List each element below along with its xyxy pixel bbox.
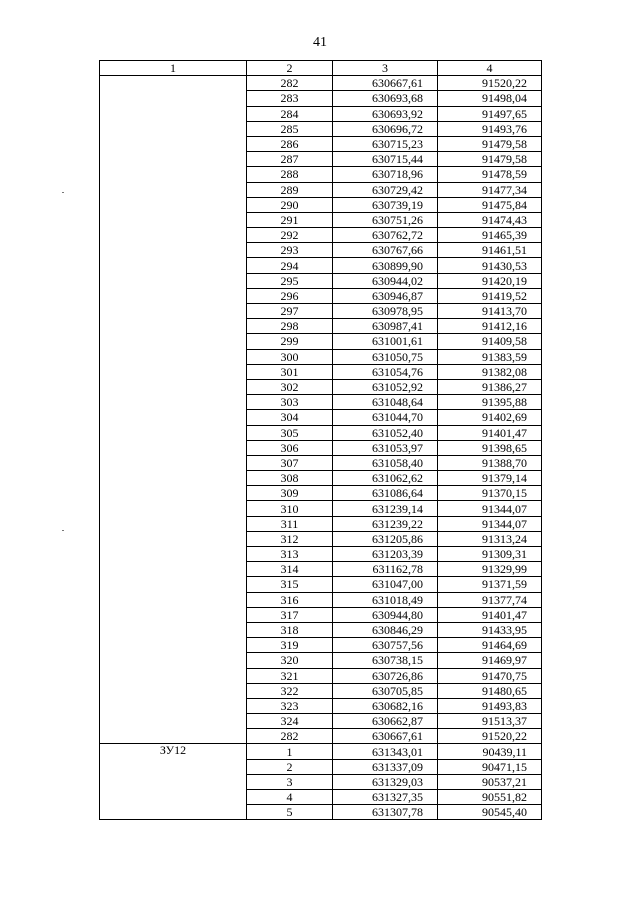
x-coordinate-cell: 631058,40 (333, 455, 438, 470)
y-coordinate-cell: 91469,97 (438, 653, 542, 668)
point-number-cell: 291 (247, 212, 333, 227)
y-coordinate-cell: 91464,69 (438, 638, 542, 653)
point-number-cell: 300 (247, 349, 333, 364)
coordinates-table-body (100, 61, 542, 820)
y-coordinate-cell: 91401,47 (438, 425, 542, 440)
x-coordinate-cell: 631205,86 (333, 531, 438, 546)
y-coordinate-cell: 91430,53 (438, 258, 542, 273)
coordinates-table (99, 60, 542, 820)
point-number-cell: 4 (247, 790, 333, 805)
x-coordinate-cell: 631018,49 (333, 592, 438, 607)
point-number-cell: 5 (247, 805, 333, 820)
y-coordinate-cell: 90551,82 (438, 790, 542, 805)
point-number-cell: 303 (247, 395, 333, 410)
x-coordinate-cell: 630738,15 (333, 653, 438, 668)
scan-speck (62, 530, 64, 531)
x-coordinate-cell: 630899,90 (333, 258, 438, 273)
x-coordinate-cell: 631343,01 (333, 744, 438, 759)
x-coordinate-cell: 631337,09 (333, 759, 438, 774)
y-coordinate-cell: 91413,70 (438, 304, 542, 319)
y-coordinate-cell: 90545,40 (438, 805, 542, 820)
header-cell-2: 2 (247, 61, 333, 76)
point-number-cell: 324 (247, 714, 333, 729)
y-coordinate-cell: 90537,21 (438, 774, 542, 789)
x-coordinate-cell: 630693,92 (333, 106, 438, 121)
x-coordinate-cell: 630944,80 (333, 607, 438, 622)
x-coordinate-cell: 630846,29 (333, 622, 438, 637)
point-number-cell: 298 (247, 319, 333, 334)
point-number-cell: 283 (247, 91, 333, 106)
y-coordinate-cell: 91388,70 (438, 455, 542, 470)
point-number-cell: 322 (247, 683, 333, 698)
point-number-cell: 1 (247, 744, 333, 759)
point-number-cell: 297 (247, 304, 333, 319)
point-number-cell: 312 (247, 531, 333, 546)
point-number-cell: 304 (247, 410, 333, 425)
x-coordinate-cell: 631239,22 (333, 516, 438, 531)
y-coordinate-cell: 91377,74 (438, 592, 542, 607)
y-coordinate-cell: 90439,11 (438, 744, 542, 759)
x-coordinate-cell: 630726,86 (333, 668, 438, 683)
x-coordinate-cell: 630667,61 (333, 76, 438, 91)
point-number-cell: 309 (247, 486, 333, 501)
point-number-cell: 315 (247, 577, 333, 592)
x-coordinate-cell: 630946,87 (333, 288, 438, 303)
point-number-cell: 289 (247, 182, 333, 197)
y-coordinate-cell: 91461,51 (438, 243, 542, 258)
point-number-cell: 323 (247, 698, 333, 713)
x-coordinate-cell: 630696,72 (333, 121, 438, 136)
point-number-cell: 285 (247, 121, 333, 136)
y-coordinate-cell: 91344,07 (438, 501, 542, 516)
point-number-cell: 316 (247, 592, 333, 607)
y-coordinate-cell: 91309,31 (438, 547, 542, 562)
point-number-cell: 282 (247, 729, 333, 744)
header-cell-3: 3 (333, 61, 438, 76)
point-number-cell: 321 (247, 668, 333, 683)
x-coordinate-cell: 631054,76 (333, 364, 438, 379)
y-coordinate-cell: 91382,08 (438, 364, 542, 379)
y-coordinate-cell: 91370,15 (438, 486, 542, 501)
x-coordinate-cell: 630944,02 (333, 273, 438, 288)
point-number-cell: 307 (247, 455, 333, 470)
point-number-cell: 317 (247, 607, 333, 622)
x-coordinate-cell: 631050,75 (333, 349, 438, 364)
point-number-cell: 288 (247, 167, 333, 182)
x-coordinate-cell: 630705,85 (333, 683, 438, 698)
header-cell-1: 1 (100, 61, 247, 76)
x-coordinate-cell: 631048,64 (333, 395, 438, 410)
point-number-cell: 308 (247, 471, 333, 486)
x-coordinate-cell: 630715,23 (333, 136, 438, 151)
point-number-cell: 292 (247, 228, 333, 243)
y-coordinate-cell: 91478,59 (438, 167, 542, 182)
y-coordinate-cell: 91420,19 (438, 273, 542, 288)
header-cell-4: 4 (438, 61, 542, 76)
y-coordinate-cell: 91497,65 (438, 106, 542, 121)
y-coordinate-cell: 91479,58 (438, 152, 542, 167)
x-coordinate-cell: 631001,61 (333, 334, 438, 349)
y-coordinate-cell: 91474,43 (438, 212, 542, 227)
y-coordinate-cell: 91480,65 (438, 683, 542, 698)
page-number: 41 (313, 35, 327, 50)
y-coordinate-cell: 91398,65 (438, 440, 542, 455)
x-coordinate-cell: 631044,70 (333, 410, 438, 425)
point-number-cell: 299 (247, 334, 333, 349)
point-number-cell: 310 (247, 501, 333, 516)
y-coordinate-cell: 91379,14 (438, 471, 542, 486)
y-coordinate-cell: 90471,15 (438, 759, 542, 774)
y-coordinate-cell: 91329,99 (438, 562, 542, 577)
y-coordinate-cell: 91470,75 (438, 668, 542, 683)
point-number-cell: 305 (247, 425, 333, 440)
zone-label-cell: ЗУ12 (100, 744, 247, 820)
point-number-cell: 286 (247, 136, 333, 151)
y-coordinate-cell: 91513,37 (438, 714, 542, 729)
y-coordinate-cell: 91344,07 (438, 516, 542, 531)
x-coordinate-cell: 631327,35 (333, 790, 438, 805)
y-coordinate-cell: 91493,83 (438, 698, 542, 713)
point-number-cell: 320 (247, 653, 333, 668)
x-coordinate-cell: 630767,66 (333, 243, 438, 258)
zone-label-cell (100, 76, 247, 744)
x-coordinate-cell: 630978,95 (333, 304, 438, 319)
point-number-cell: 318 (247, 622, 333, 637)
point-number-cell: 2 (247, 759, 333, 774)
y-coordinate-cell: 91498,04 (438, 91, 542, 106)
point-number-cell: 302 (247, 379, 333, 394)
x-coordinate-cell: 630682,16 (333, 698, 438, 713)
x-coordinate-cell: 631086,64 (333, 486, 438, 501)
x-coordinate-cell: 630757,56 (333, 638, 438, 653)
x-coordinate-cell: 631053,97 (333, 440, 438, 455)
point-number-cell: 282 (247, 76, 333, 91)
y-coordinate-cell: 91465,39 (438, 228, 542, 243)
table-row (100, 76, 542, 91)
x-coordinate-cell: 630715,44 (333, 152, 438, 167)
y-coordinate-cell: 91475,84 (438, 197, 542, 212)
x-coordinate-cell: 630667,61 (333, 729, 438, 744)
point-number-cell: 284 (247, 106, 333, 121)
y-coordinate-cell: 91386,27 (438, 379, 542, 394)
point-number-cell: 294 (247, 258, 333, 273)
y-coordinate-cell: 91371,59 (438, 577, 542, 592)
y-coordinate-cell: 91313,24 (438, 531, 542, 546)
y-coordinate-cell: 91401,47 (438, 607, 542, 622)
y-coordinate-cell: 91493,76 (438, 121, 542, 136)
x-coordinate-cell: 630762,72 (333, 228, 438, 243)
x-coordinate-cell: 631307,78 (333, 805, 438, 820)
y-coordinate-cell: 91433,95 (438, 622, 542, 637)
x-coordinate-cell: 631052,40 (333, 425, 438, 440)
x-coordinate-cell: 631162,78 (333, 562, 438, 577)
table-row (100, 744, 542, 759)
y-coordinate-cell: 91402,69 (438, 410, 542, 425)
point-number-cell: 295 (247, 273, 333, 288)
x-coordinate-cell: 631047,00 (333, 577, 438, 592)
y-coordinate-cell: 91479,58 (438, 136, 542, 151)
x-coordinate-cell: 631052,92 (333, 379, 438, 394)
y-coordinate-cell: 91477,34 (438, 182, 542, 197)
point-number-cell: 319 (247, 638, 333, 653)
x-coordinate-cell: 631239,14 (333, 501, 438, 516)
point-number-cell: 306 (247, 440, 333, 455)
y-coordinate-cell: 91520,22 (438, 729, 542, 744)
x-coordinate-cell: 630729,42 (333, 182, 438, 197)
x-coordinate-cell: 630739,19 (333, 197, 438, 212)
x-coordinate-cell: 630693,68 (333, 91, 438, 106)
x-coordinate-cell: 630662,87 (333, 714, 438, 729)
x-coordinate-cell: 630751,26 (333, 212, 438, 227)
x-coordinate-cell: 631062,62 (333, 471, 438, 486)
table-header-row (100, 61, 542, 76)
point-number-cell: 293 (247, 243, 333, 258)
y-coordinate-cell: 91520,22 (438, 76, 542, 91)
x-coordinate-cell: 631203,39 (333, 547, 438, 562)
point-number-cell: 287 (247, 152, 333, 167)
point-number-cell: 3 (247, 774, 333, 789)
point-number-cell: 314 (247, 562, 333, 577)
y-coordinate-cell: 91412,16 (438, 319, 542, 334)
point-number-cell: 296 (247, 288, 333, 303)
y-coordinate-cell: 91409,58 (438, 334, 542, 349)
y-coordinate-cell: 91395,88 (438, 395, 542, 410)
x-coordinate-cell: 631329,03 (333, 774, 438, 789)
point-number-cell: 311 (247, 516, 333, 531)
point-number-cell: 313 (247, 547, 333, 562)
point-number-cell: 301 (247, 364, 333, 379)
point-number-cell: 290 (247, 197, 333, 212)
x-coordinate-cell: 630718,96 (333, 167, 438, 182)
y-coordinate-cell: 91419,52 (438, 288, 542, 303)
y-coordinate-cell: 91383,59 (438, 349, 542, 364)
scan-speck (62, 192, 64, 193)
x-coordinate-cell: 630987,41 (333, 319, 438, 334)
